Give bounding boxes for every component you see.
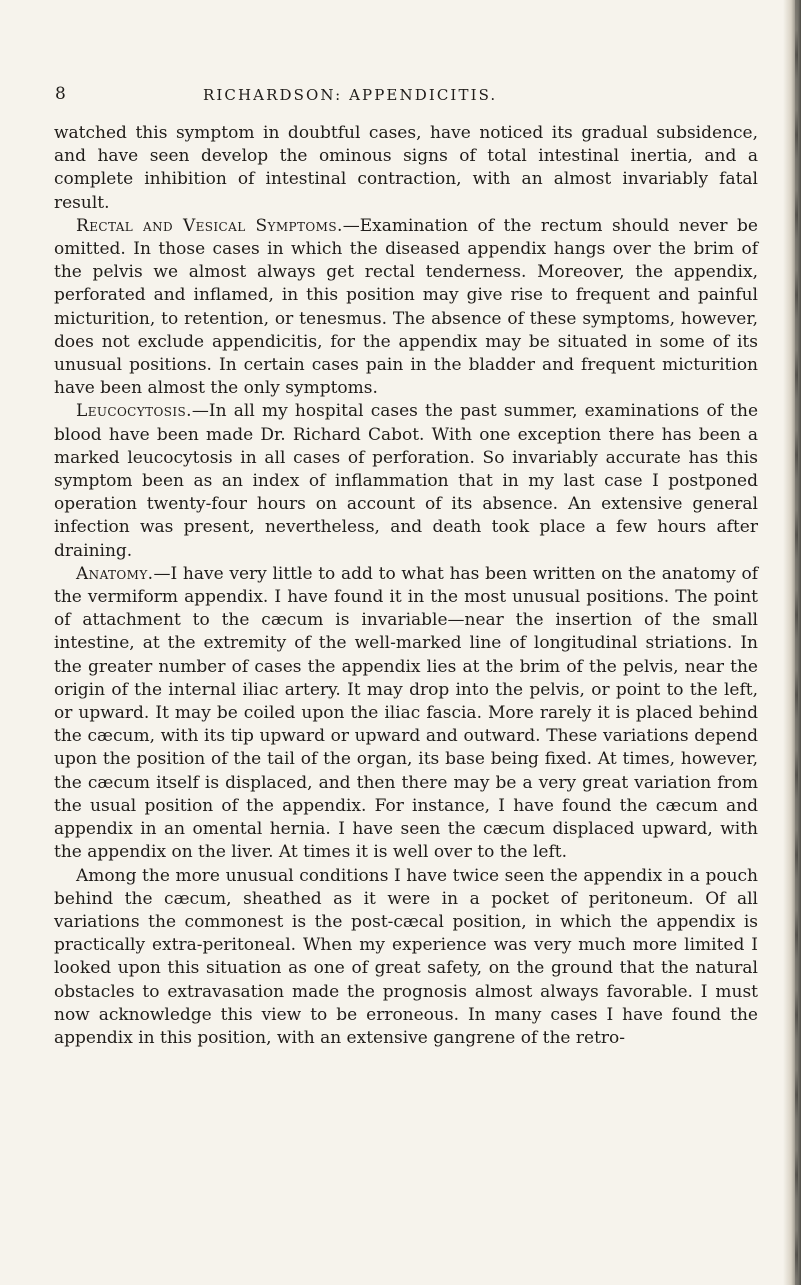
page-number: 8 bbox=[55, 84, 66, 104]
section-heading-leucocytosis: Leucocytosis. bbox=[76, 401, 192, 422]
paragraph-unusual-conditions bbox=[54, 865, 758, 1051]
paragraph-rectal-vesical-symptoms-text: —Examination of the rectum should never be omitted. In those cases in which the diseased appendix hangs over the brim of the pelvis we almost always get rectal tenderness. Moreover, the appendix, perforated and inflamed, in this position may give rise to frequent and painful micturition, to retention, or tenesmus. The absence of these symptoms, however, does not exclude appendicitis, for the appendix may be situated in some of its unusual positions. In certain cases pain in the bladder and frequent micturition have been almost the only symptoms. bbox=[54, 215, 758, 399]
running-head bbox=[55, 84, 755, 112]
paragraph-anatomy bbox=[54, 563, 758, 865]
article-body bbox=[54, 122, 758, 1050]
paragraph-leucocytosis-text: —In all my hospital cases the past summer, examinations of the blood have been made Dr. Richard Cabot. With one exception there has been a marked leucocytosis in all cases of perforation. So invariably accurate has this symptom been as an index of inflammation that in my last case I postponed operation twenty-four hours on account of its absence. An extensive general infection was present, nevertheless, and death took place a few hours after draining. bbox=[54, 401, 758, 561]
paragraph-intro bbox=[54, 122, 758, 215]
running-head-title: RICHARDSON: APPENDICITIS. bbox=[203, 86, 498, 104]
paragraph-leucocytosis bbox=[54, 400, 758, 562]
paragraph-unusual-conditions-text: Among the more unusual conditions I have twice seen the appendix in a pouch behind the cæcum, sheathed as it were in a pocket of peritoneum. Of all variations the commonest is the post-cæcal position, in which the appendix is practically extra-peritoneal. When my experience was very much more limited I looked upon this situation as one of great safety, on the ground that the natural obstacles to extravasation made the prognosis almost always favorable. I must now acknowledge this view to be erroneous. In many cases I have found the appendix in this position, with an extensive gangrene of the retro- bbox=[54, 865, 758, 1048]
paragraph-intro-text: watched this symptom in doubtful cases, have noticed its gradual subsidence, and have seen develop the ominous signs of total intestinal inertia, and a complete inhibition of intestinal contraction, with an almost invariably fatal result. bbox=[54, 123, 758, 213]
section-heading-rectal-vesical-symptoms: Rectal and Vesical Symptoms. bbox=[76, 215, 343, 236]
page-edge-shadow bbox=[783, 0, 801, 1285]
section-heading-anatomy: Anatomy. bbox=[76, 563, 154, 584]
paragraph-anatomy-text: —I have very little to add to what has been written on the anatomy of the vermiform appendix. I have found it in the most unusual positions. The point of attachment to the cæcum is invariable—near the insertion of the small intestine, at the extremity of the well-marked line of longitudinal striations. In the greater number of cases the appendix lies at the brim of the pelvis, near the origin of the internal iliac artery. It may drop into the pelvis, or point to the left, or upward. It may be coiled upon the iliac fascia. More rarely it is placed behind the cæcum, with its tip upward or upward and outward. These variations depend upon the position of the tail of the organ, its base being fixed. At times, however, the cæcum itself is displaced, and then there may be a very great variation from the usual position of the appendix. For instance, I have found the cæcum and appendix in an omental hernia. I have seen the cæcum displaced upward, with the appendix on the liver. At times it is well over to the left. bbox=[54, 563, 758, 863]
paragraph-rectal-vesical-symptoms bbox=[54, 215, 758, 401]
